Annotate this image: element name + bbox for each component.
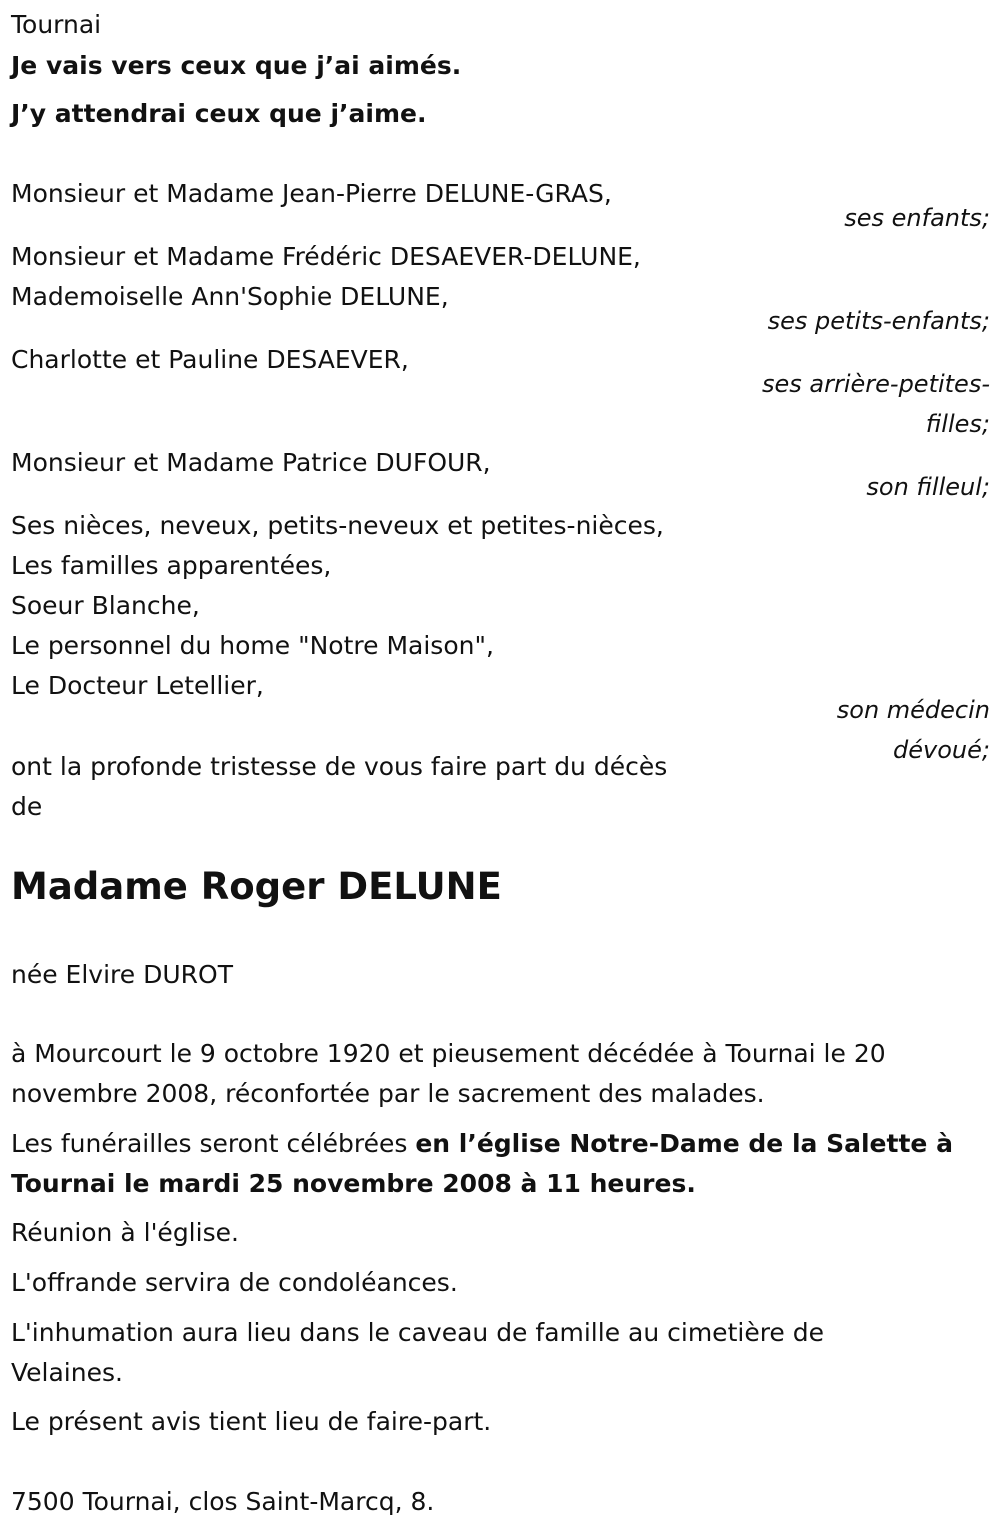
children-names: Monsieur et Madame Jean-Pierre DELUNE-GRAS, [11, 179, 612, 208]
doctor-role-line-1: son médecin [836, 696, 990, 724]
announcement-line-2: de [11, 792, 43, 821]
funeral-location: en l’église Notre-Dame de la Salette à [415, 1129, 953, 1158]
quote-line-2: J’y attendrai ceux que j’aime. [11, 99, 427, 128]
great-grandchildren-names: Charlotte et Pauline DESAEVER, [11, 345, 409, 374]
meeting-note: Réunion à l'église. [11, 1218, 239, 1247]
offering-note: L'offrande servira de condoléances. [11, 1268, 458, 1297]
doctor-name: Le Docteur Letellier, [11, 671, 264, 700]
funeral-line-1 [11, 1124, 953, 1164]
birth-death-line-1: à Mourcourt le 9 octobre 1920 et pieusement décédée à Tournai le 20 [11, 1039, 886, 1068]
doctor-role-line-2: dévoué; [893, 736, 990, 764]
godson-role: son filleul; [866, 473, 990, 501]
grandchildren-name-2: Mademoiselle Ann'Sophie DELUNE, [11, 282, 449, 311]
relatives-line-2: Les familles apparentées, [11, 551, 332, 580]
announcement-line-1: ont la profonde tristesse de vous faire part du décès [11, 752, 668, 781]
relatives-line-1: Ses nièces, neveux, petits-neveux et petites-nièces, [11, 511, 664, 540]
godson-names: Monsieur et Madame Patrice DUFOUR, [11, 448, 491, 477]
grandchildren-name-1: Monsieur et Madame Frédéric DESAEVER-DELUNE, [11, 242, 641, 271]
relatives-line-4: Le personnel du home "Notre Maison", [11, 631, 494, 660]
birth-death-line-2: novembre 2008, réconfortée par le sacrement des malades. [11, 1079, 765, 1108]
children-role: ses enfants; [844, 204, 990, 232]
grandchildren-role: ses petits-enfants; [767, 307, 990, 335]
great-grandchildren-role-line-2: filles; [925, 410, 990, 438]
funeral-line-2: Tournai le mardi 25 novembre 2008 à 11 heures. [11, 1169, 696, 1198]
deceased-name: Madame Roger DELUNE [11, 865, 502, 908]
relatives-line-3: Soeur Blanche, [11, 591, 200, 620]
maiden-name: née Elvire DUROT [11, 960, 233, 989]
burial-line-1: L'inhumation aura lieu dans le caveau de famille au cimetière de [11, 1318, 825, 1347]
quote-line-1: Je vais vers ceux que j’ai aimés. [11, 51, 462, 80]
great-grandchildren-role-line-1: ses arrière-petites- [762, 370, 990, 398]
notice-note: Le présent avis tient lieu de faire-part. [11, 1407, 492, 1436]
funeral-prefix: Les funérailles seront célébrées [11, 1129, 416, 1158]
city-heading: Tournai [11, 10, 102, 39]
burial-line-2: Velaines. [11, 1358, 123, 1387]
address: 7500 Tournai, clos Saint-Marcq, 8. [11, 1487, 435, 1516]
